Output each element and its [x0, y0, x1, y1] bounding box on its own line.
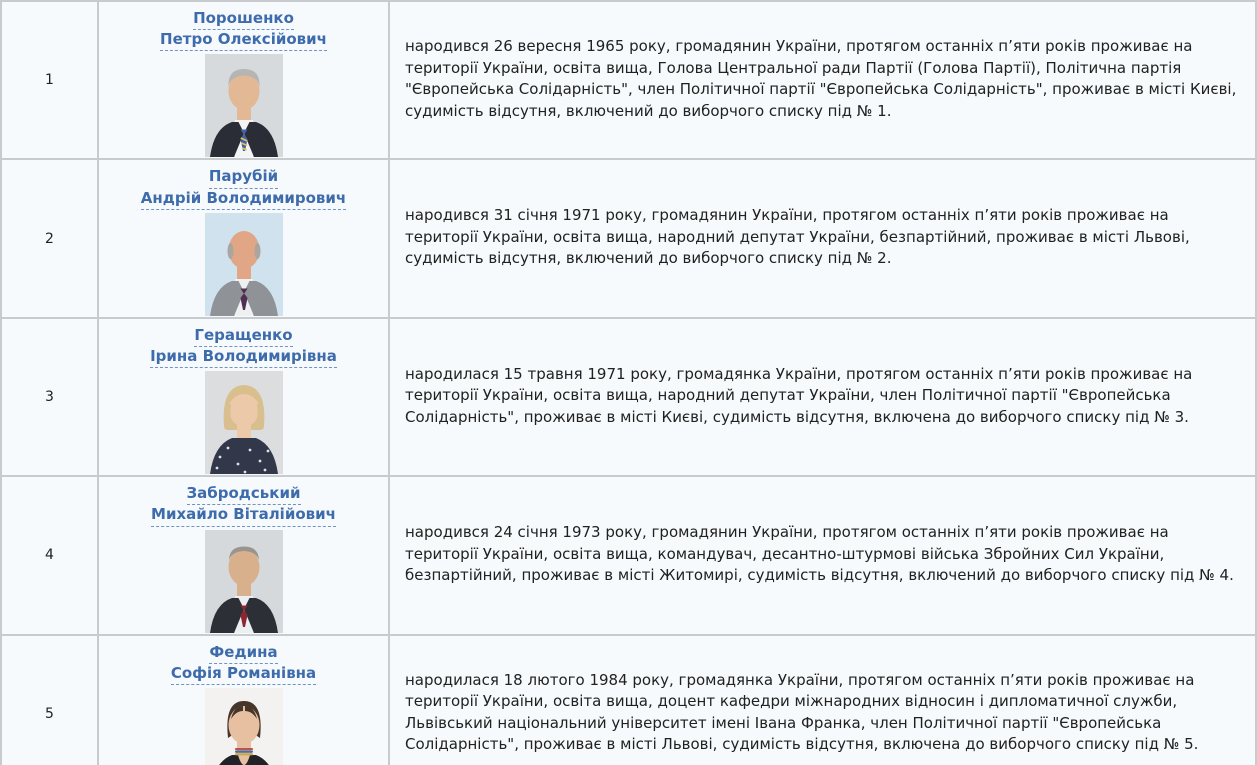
- candidate-given-name: Михайло Віталійович: [151, 505, 336, 526]
- candidate-name-link[interactable]: [151, 484, 336, 526]
- candidate-details-cell: [389, 318, 1256, 476]
- candidates-tbody: [1, 1, 1256, 765]
- candidate-photo: [100, 213, 387, 316]
- candidate-given-name: Андрій Володимирович: [141, 189, 346, 210]
- table-row: [1, 1, 1256, 159]
- candidate-cell: [98, 159, 389, 317]
- candidate-cell: [98, 318, 389, 476]
- candidate-details: народилася 15 травня 1971 року, громадянка України, протягом останніх п’яти років проживає на території України, освіта вища, народний депутат України, член Політичної партії "Європейська Солідарність", проживає в місті Києві, судимість відсутня, включена до виборчого списку під № 3.: [405, 364, 1193, 426]
- row-number: 1: [45, 72, 54, 89]
- candidate-details: народився 31 січня 1971 року, громадянин України, протягом останніх п’яти років проживає на території України, освіта вища, народний депутат України, безпартійний, проживає в місті Львові, судимість відсутня, включений до виборчого списку під № 2.: [405, 206, 1190, 268]
- candidate-surname: Парубій: [209, 167, 278, 188]
- candidate-photo-image: [205, 213, 283, 316]
- candidate-photo-image: [205, 530, 283, 633]
- row-number-cell: [1, 1, 98, 159]
- candidate-given-name: Софія Романівна: [171, 664, 316, 685]
- row-number: 2: [45, 230, 54, 247]
- table-row: [1, 159, 1256, 317]
- candidate-photo: [100, 530, 387, 633]
- row-number: 3: [45, 388, 54, 405]
- row-number-cell: [1, 476, 98, 634]
- row-number: 4: [45, 547, 54, 564]
- candidate-given-name: Ірина Володимирівна: [150, 347, 337, 368]
- table-row: [1, 318, 1256, 476]
- candidate-details: народився 26 вересня 1965 року, громадянин України, протягом останніх п’яти років проживає на території України, освіта вища, Голова Центральної ради Партії (Голова Партії), Політична партія "Європейська Солідарність", член Політичної партії "Європейська Солідарність", проживає в місті Києві, судимість відсутня, включений до виборчого списку під № 1.: [405, 37, 1237, 120]
- candidate-photo: [100, 54, 387, 157]
- candidate-details: народився 24 січня 1973 року, громадянин України, протягом останніх п’яти років проживає на території України, освіта вища, командувач, десантно-штурмові війська Збройних Сил України, безпартійний, проживає в місті Житомирі, судимість відсутня, включений до виборчого списку під № 4.: [405, 522, 1234, 585]
- candidate-surname: Забродський: [187, 484, 301, 505]
- candidate-name-link[interactable]: [141, 167, 346, 209]
- candidate-surname: Федина: [209, 643, 277, 664]
- candidate-surname: Порошенко: [193, 9, 294, 30]
- row-number-cell: [1, 159, 98, 317]
- candidate-name-link[interactable]: [160, 9, 327, 51]
- table-row: [1, 635, 1256, 765]
- candidate-name-link[interactable]: [150, 326, 337, 368]
- candidate-cell: [98, 1, 389, 159]
- candidate-photo: [100, 688, 387, 765]
- candidate-given-name: Петро Олексійович: [160, 30, 327, 51]
- candidate-surname: Геращенко: [194, 326, 292, 347]
- candidate-details: народилася 18 лютого 1984 року, громадянка України, протягом останніх п’яти років проживає на території України, освіта вища, доцент кафедри міжнародних відносин і дипломатичної служби, Львівський національний університет імені Івана Франка, член Політичної партії "Європейська Солідарність", проживає в місті Львові, судимість відсутня, включена до виборчого списку під № 5.: [405, 670, 1199, 754]
- candidate-photo-image: [205, 371, 283, 474]
- candidate-name-link[interactable]: [171, 643, 316, 685]
- candidate-photo-image: [205, 54, 283, 157]
- candidate-details-cell: [389, 159, 1256, 317]
- candidate-cell: [98, 635, 389, 765]
- candidate-cell: [98, 476, 389, 634]
- table-row: [1, 476, 1256, 634]
- row-number: 5: [45, 705, 54, 722]
- row-number-cell: [1, 318, 98, 476]
- candidate-details-cell: [389, 476, 1256, 634]
- candidate-details-cell: [389, 1, 1256, 159]
- candidate-photo: [100, 371, 387, 474]
- candidate-details-cell: [389, 635, 1256, 765]
- candidate-photo-image: [205, 688, 283, 765]
- row-number-cell: [1, 635, 98, 765]
